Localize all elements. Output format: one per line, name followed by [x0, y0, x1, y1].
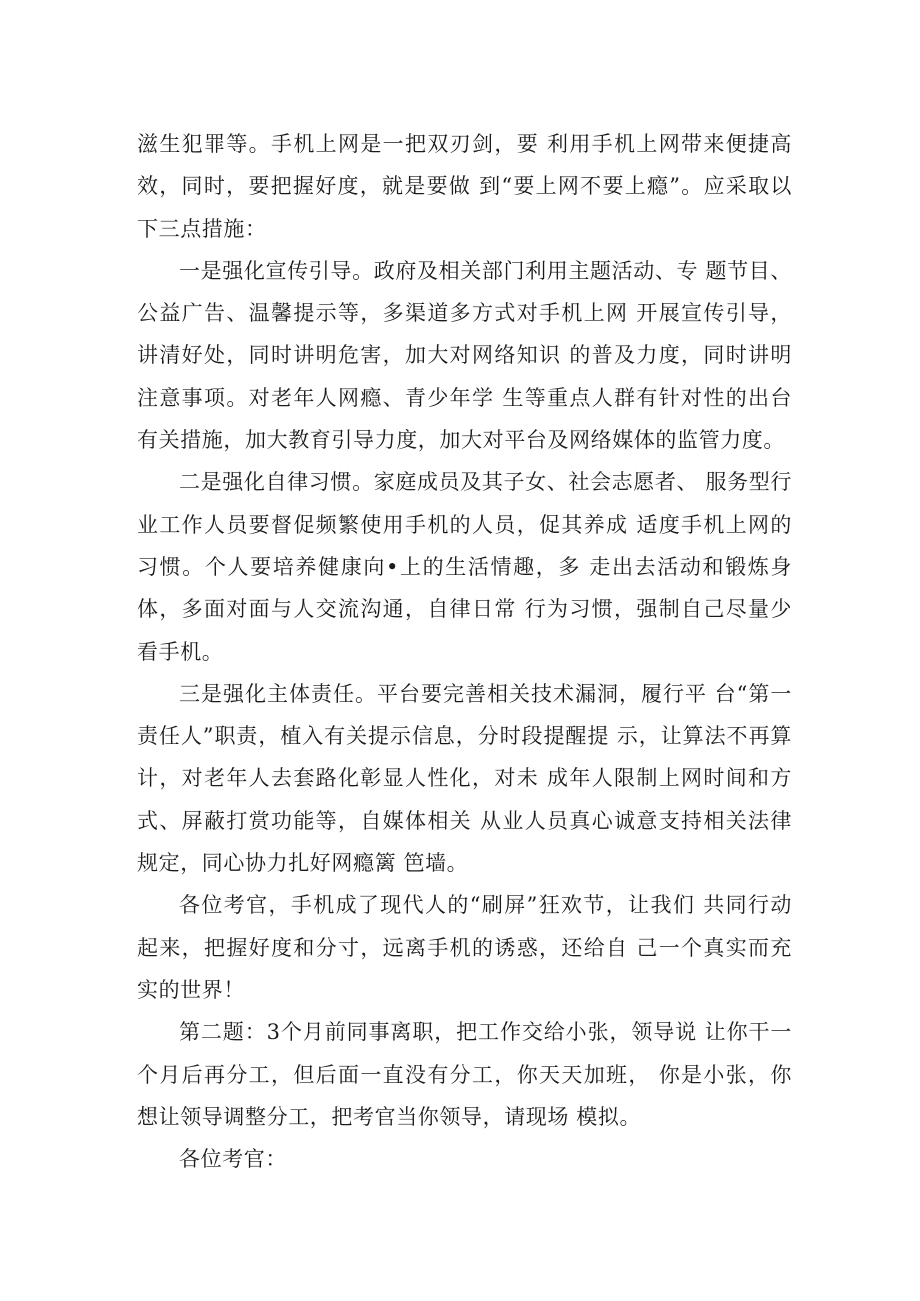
paragraph-closing: 各位考官，手机成了现代人的“刷屏”狂欢节，让我们 共同行动起来，把握好度和分寸，远离手机的诱惑，还给自 己一个真实而充实的世界！ — [137, 893, 792, 1002]
paragraph-measure-three: 三是强化主体责任。平台要完善相关技术漏洞，履行平 台“第一责任人”职责，植入有关提示信息，分时段提醒提 示，让算法不再算计，对老年人去套路化彰显人性化，对未 成年人限制上网时间和方式、屏蔽打赏功能等，自媒体相关 从业人员真心诚意支持相关法律规定，同心协力扎好网瘾篱 笆墙。 — [137, 681, 792, 876]
document-body — [137, 123, 792, 1180]
paragraph-continuation: 滋生犯罪等。手机上网是一把双刃剑，要 利用手机上网带来便捷高效，同时，要把握好度，就是要做 到“要上网不要上瘾”。应采取以下三点措施： — [137, 132, 792, 241]
paragraph-question-two: 第二题：3个月前同事离职，把工作交给小张，领导说 让你干一个月后再分工，但后面一直没有分工，你天天加班， 你是小张，你想让领导调整分工，把考官当你领导，请现场 模拟。 — [137, 1020, 792, 1129]
paragraph-measure-two: 二是强化自律习惯。家庭成员及其子女、社会志愿者、 服务型行业工作人员要督促频繁使用手机的人员，促其养成 适度手机上网的习惯。个人要培养健康向•上的生活情趣，多 走出去活动和锻炼身体，多面对面与人交流沟通，自律日常 行为习惯，强制自己尽量少看手机。 — [137, 470, 792, 664]
paragraph-measure-one: 一是强化宣传引导。政府及相关部门利用主题活动、专 题节目、公益广告、温馨提示等，多渠道多方式对手机上网 开展宣传引导，讲清好处，同时讲明危害，加大对网络知识 的普及力度，同时讲明注意事项。对老年人网瘾、青少年学 生等重点人群有针对性的出台有关措施，加大教育引导力度，加大对平台及网络媒体的监管力度。 — [137, 258, 792, 453]
paragraph-greeting: 各位考官： — [179, 1147, 287, 1172]
